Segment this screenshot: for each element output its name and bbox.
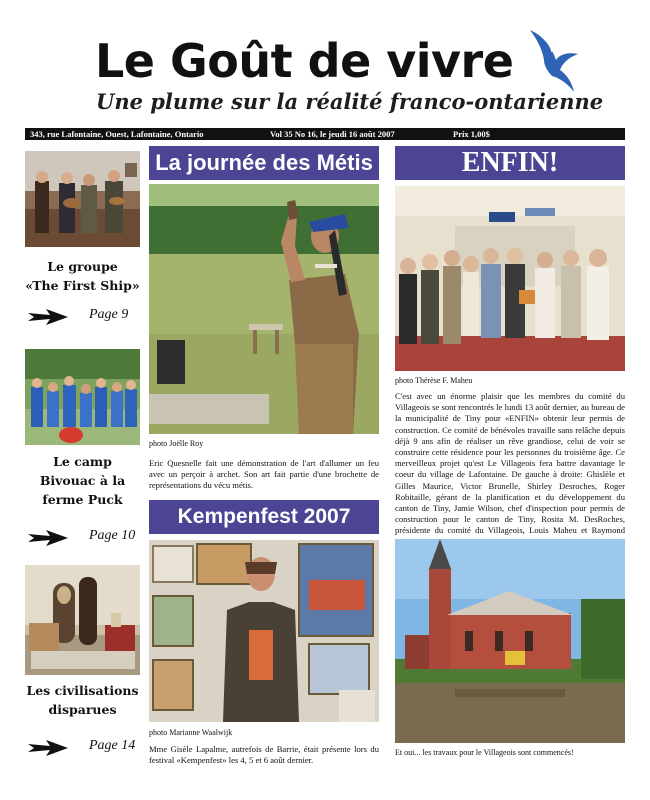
metis-article-text: Eric Quesnelle fait une démonstration de l'art d'allumer un feu avec un perçoir à archet. Son art fait partie d'une brochette de représentations du vécu métis. xyxy=(149,458,379,491)
enfin-photo xyxy=(395,186,625,371)
seagull-logo-icon xyxy=(522,26,582,98)
masthead xyxy=(0,0,650,125)
civilisations-caption: Les civilisations disparues xyxy=(26,683,139,717)
first-ship-photo xyxy=(25,151,140,247)
metis-photo xyxy=(149,184,379,434)
page-10-link[interactable] xyxy=(28,527,143,549)
kempenfest-headline: Kempenfest 2007 xyxy=(149,500,379,534)
newspaper-subtitle: Une plume sur la réalité franco-ontarienne xyxy=(96,89,604,114)
issue-info-bar xyxy=(25,128,625,140)
kempenfest-photo-credit: photo Marianne Waalwijk xyxy=(149,728,233,737)
kempenfest-photo xyxy=(149,540,379,722)
enfin-article-text: C'est avec un énorme plaisir que les membres du comité du Villageois se sont rencontrés le lundi 13 août dernier, au bureau de la municipalité de Tiny pour «ENFIN» obtenir leur permis de construction. Ce comité de bénévoles travaille sans relâche depuis déjà 9 ans afin de réaliser un rêve grandiose, celui de voir se construire cette résidence pour les personnes du troisième âge. Ce merveilleux projet qu'est Le Villageois fera battre davantage le coeur du village de Lafontaine. De gauche à droite: Ghislèle et Gilles Maurice, Victor Brunelle, Shirley Desroches, Roger Robitaille, gérant de la planification et du développement du canton de Tiny, Jamie Wilson, chef d'inspection pour permis de construction pour le canton de Tiny, Rosita M. DesRoches, présidente du comité du Villageois, Louis Maheu et Raymond xyxy=(395,391,625,536)
page-14-link[interactable] xyxy=(28,737,143,759)
arrow-right-icon xyxy=(28,530,68,546)
kempenfest-article-text: Mme Gisèle Lapalme, autrefois de Barrie, était présente lors du festival «Kempenfest» les 4, 5 et 6 août dernier. xyxy=(149,744,379,766)
enfin-headline: ENFIN! xyxy=(395,146,625,180)
church-caption: Et oui... les travaux pour le Villageois sont commencés! xyxy=(395,748,574,757)
page-9-label: Page 9 xyxy=(89,307,129,322)
arrow-right-icon xyxy=(28,740,68,756)
address-text: 343, rue Lafontaine, Ouest, Lafontaine, Ontario xyxy=(30,129,204,139)
metis-headline: La journée des Métis xyxy=(149,146,379,180)
enfin-photo-credit: photo Thérèse F. Maheu xyxy=(395,376,473,385)
church-construction-photo xyxy=(395,539,625,743)
page-10-label: Page 10 xyxy=(89,528,136,543)
civilisations-photo xyxy=(25,565,140,675)
metis-photo-credit: photo Joëlle Roy xyxy=(149,439,204,448)
camp-bivouac-photo xyxy=(25,349,140,445)
issue-date-text: Vol 35 No 16, le jeudi 16 août 2007 xyxy=(270,129,395,139)
first-ship-caption: Le groupe «The First Ship» xyxy=(25,259,140,293)
arrow-right-icon xyxy=(28,309,68,325)
page-9-link[interactable] xyxy=(28,306,143,328)
camp-bivouac-caption: Le camp Bivouac à la ferme Puck xyxy=(39,454,126,507)
page-14-label: Page 14 xyxy=(89,738,136,753)
price-text: Prix 1,00$ xyxy=(453,129,490,139)
newspaper-title: Le Goût de vivre xyxy=(95,34,514,88)
